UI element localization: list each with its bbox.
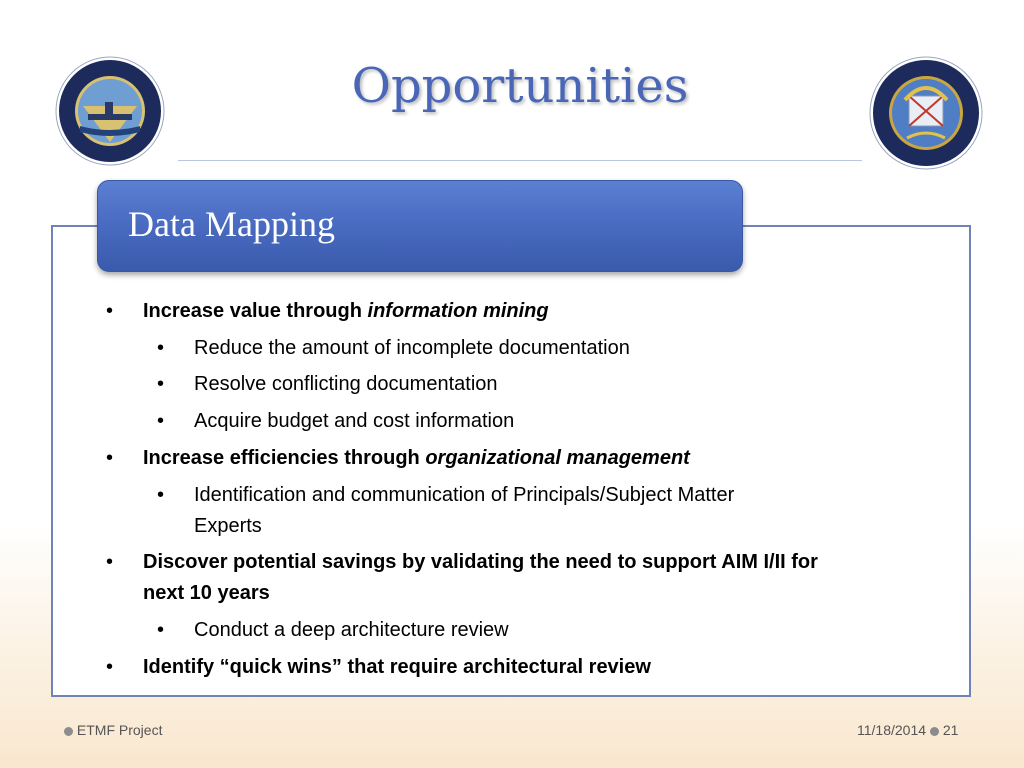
section-banner bbox=[97, 180, 743, 272]
footer-right bbox=[857, 722, 958, 738]
section-heading: Data Mapping bbox=[128, 204, 335, 244]
footer-left bbox=[64, 722, 162, 738]
title-divider bbox=[178, 160, 862, 161]
footer-project: ETMF Project bbox=[76, 722, 163, 738]
bullet-marker: • bbox=[157, 410, 165, 432]
bullet-item: Discover potential savings by validating the need to support AIM I/II for next 10 years bbox=[143, 551, 818, 604]
bullet-marker: • bbox=[157, 337, 165, 359]
bullet-item: Increase efficiencies through organizational management bbox=[143, 447, 690, 469]
sub-bullet-item: Reduce the amount of incomplete documentation bbox=[194, 337, 630, 359]
sub-bullet-item: Identification and communication of Principals/Subject Matter Experts bbox=[194, 484, 735, 537]
bullet-item: Increase value through information mining bbox=[143, 300, 549, 322]
sub-bullet-item: Resolve conflicting documentation bbox=[194, 373, 498, 395]
sub-bullet-item: Conduct a deep architecture review bbox=[194, 619, 509, 641]
bullet-marker: • bbox=[106, 300, 114, 322]
bullet-marker: • bbox=[106, 551, 114, 573]
bullet-item: Identify “quick wins” that require architectural review bbox=[143, 656, 651, 678]
footer-page-number: 21 bbox=[942, 722, 959, 738]
sub-bullet-item: Acquire budget and cost information bbox=[194, 410, 515, 432]
bullet-marker: • bbox=[106, 447, 114, 469]
bullet-marker: • bbox=[106, 656, 114, 678]
slide-title: Opportunities bbox=[351, 58, 689, 114]
naval-education-training-command-seal-icon bbox=[55, 56, 165, 166]
footer-dot-icon bbox=[64, 727, 73, 736]
bullet-marker: • bbox=[157, 619, 165, 641]
footer-dot-icon bbox=[930, 727, 939, 736]
professional-development-technology-center-seal-icon bbox=[869, 56, 983, 170]
bullet-marker: • bbox=[157, 484, 165, 506]
bullet-marker: • bbox=[157, 373, 165, 395]
footer-date: 11/18/2014 bbox=[857, 722, 927, 738]
